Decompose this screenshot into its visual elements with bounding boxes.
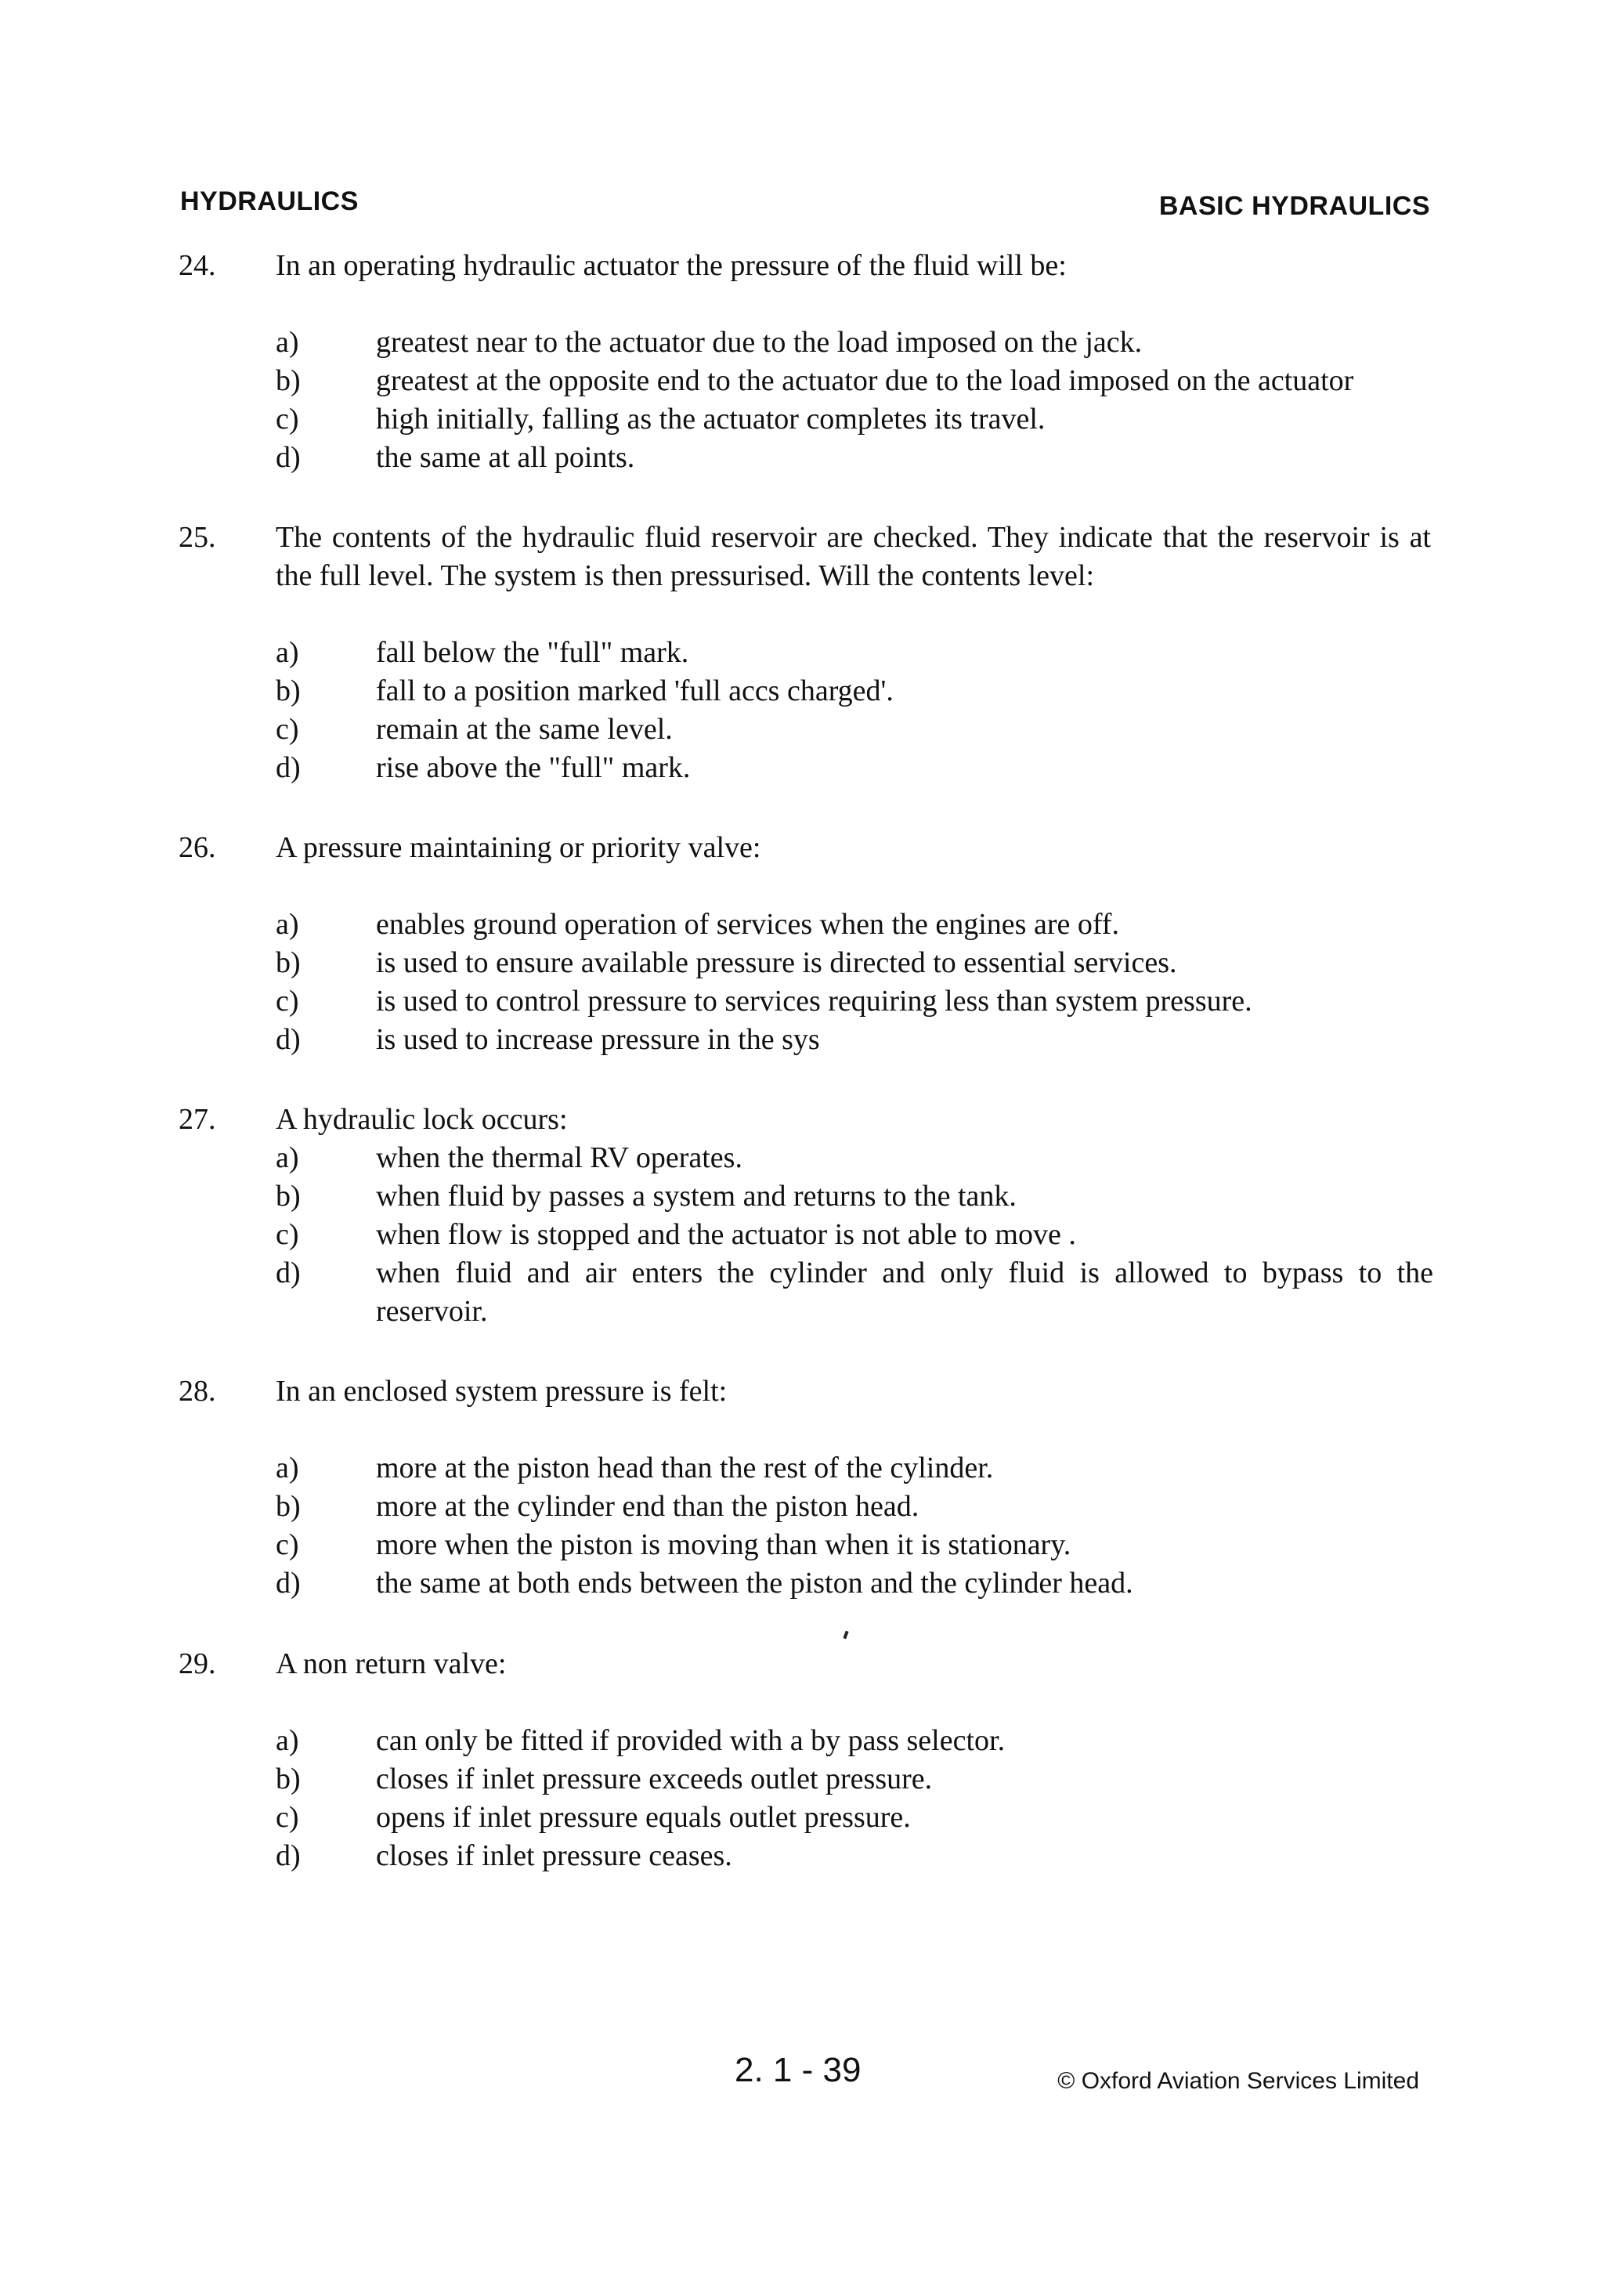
option-letter: b) <box>276 1180 301 1213</box>
option-letter: c) <box>276 1801 299 1834</box>
answer-option <box>0 944 1604 982</box>
option-text: greatest at the opposite end to the actuator due to the load imposed on the actuator <box>376 364 1354 397</box>
answer-option <box>0 324 1604 362</box>
option-letter: c) <box>276 1528 299 1561</box>
option-letter: a) <box>276 1724 299 1757</box>
option-text: can only be fitted if provided with a by pass selector. <box>376 1724 1006 1757</box>
answer-option <box>0 1254 1604 1331</box>
answer-option <box>0 362 1604 400</box>
option-text: when flow is stopped and the actuator is not able to move . <box>376 1218 1076 1251</box>
question-stem: A pressure maintaining or priority valve: <box>276 831 761 864</box>
answer-option <box>0 1722 1604 1760</box>
answer-option <box>0 400 1604 439</box>
option-letter: a) <box>276 326 299 359</box>
option-letter: c) <box>276 713 299 746</box>
question-number: 28. <box>179 1375 216 1408</box>
answer-option <box>0 1021 1604 1059</box>
question-stem: The contents of the hydraulic fluid reservoir are checked. They indicate that the reservoir is at the full level. The system is then pressurised. Will the contents level: <box>276 521 1431 592</box>
question-27 <box>0 1101 1604 1331</box>
scan-speck <box>843 1631 848 1640</box>
option-text: greatest near to the actuator due to the load imposed on the jack. <box>376 326 1143 359</box>
option-text: rise above the "full" mark. <box>376 751 691 784</box>
option-letter: b) <box>276 1490 301 1523</box>
answer-option <box>0 906 1604 944</box>
question-28 <box>0 1372 1604 1603</box>
option-text: enables ground operation of services when the engines are off. <box>376 908 1119 941</box>
question-29 <box>0 1645 1604 1875</box>
question-number: 27. <box>179 1103 216 1136</box>
question-number: 29. <box>179 1647 216 1680</box>
question-number: 26. <box>179 831 216 864</box>
option-text: opens if inlet pressure equals outlet pressure. <box>376 1801 911 1834</box>
option-letter: c) <box>276 403 299 436</box>
option-letter: b) <box>276 946 301 979</box>
option-letter: a) <box>276 1452 299 1484</box>
option-text: closes if inlet pressure ceases. <box>376 1839 732 1872</box>
answer-option <box>0 710 1604 749</box>
question-25 <box>0 519 1604 787</box>
question-stem: In an enclosed system pressure is felt: <box>276 1375 728 1408</box>
answer-option <box>0 1449 1604 1488</box>
option-letter: a) <box>276 636 299 669</box>
option-text: is used to increase pressure in the sys <box>376 1023 820 1056</box>
option-letter: a) <box>276 1141 299 1174</box>
question-number: 25. <box>179 521 216 554</box>
question-stem: In an operating hydraulic actuator the pressure of the fluid will be: <box>276 249 1067 282</box>
answer-option <box>0 634 1604 672</box>
answer-option <box>0 1139 1604 1177</box>
option-text: more at the cylinder end than the piston head. <box>376 1490 919 1523</box>
option-text: is used to ensure available pressure is directed to essential services. <box>376 946 1177 979</box>
answer-option <box>0 1837 1604 1875</box>
option-letter: d) <box>276 441 301 474</box>
question-24 <box>0 247 1604 477</box>
option-letter: d) <box>276 751 301 784</box>
option-letter: d) <box>276 1023 301 1056</box>
option-letter: b) <box>276 1763 301 1795</box>
question-number: 24. <box>179 249 216 282</box>
header-section: BASIC HYDRAULICS <box>1158 191 1430 221</box>
option-letter: c) <box>276 985 299 1018</box>
option-letter: c) <box>276 1218 299 1251</box>
answer-option <box>0 1216 1604 1254</box>
option-letter: b) <box>276 364 301 397</box>
copyright-notice: © Oxford Aviation Services Limited <box>1057 2068 1419 2094</box>
option-text: the same at both ends between the piston and the cylinder head. <box>376 1567 1133 1600</box>
option-text: when the thermal RV operates. <box>376 1141 742 1174</box>
option-text: remain at the same level. <box>376 713 673 746</box>
question-stem: A non return valve: <box>276 1647 507 1680</box>
option-text: closes if inlet pressure exceeds outlet pressure. <box>376 1763 933 1795</box>
option-text: fall below the "full" mark. <box>376 636 689 669</box>
option-text: high initially, falling as the actuator completes its travel. <box>376 403 1046 436</box>
option-letter: a) <box>276 908 299 941</box>
answer-option <box>0 439 1604 477</box>
option-text: the same at all points. <box>376 441 635 474</box>
option-text: more at the piston head than the rest of the cylinder. <box>376 1452 994 1484</box>
answer-option <box>0 749 1604 787</box>
option-letter: d) <box>276 1256 301 1289</box>
answer-option <box>0 982 1604 1021</box>
page-number: 2. 1 - 39 <box>735 2051 862 2089</box>
answer-option <box>0 1799 1604 1837</box>
option-letter: d) <box>276 1839 301 1872</box>
answer-option <box>0 1177 1604 1216</box>
option-text: more when the piston is moving than when it is stationary. <box>376 1528 1071 1561</box>
answer-option <box>0 672 1604 710</box>
question-stem: A hydraulic lock occurs: <box>276 1103 568 1136</box>
answer-option <box>0 1564 1604 1603</box>
question-26 <box>0 829 1604 1059</box>
option-text: when fluid by passes a system and returns to the tank. <box>376 1180 1017 1213</box>
header-chapter: HYDRAULICS <box>180 186 359 216</box>
answer-option <box>0 1488 1604 1526</box>
answer-option <box>0 1760 1604 1799</box>
option-text: is used to control pressure to services requiring less than system pressure. <box>376 985 1252 1018</box>
option-letter: b) <box>276 674 301 707</box>
answer-option <box>0 1526 1604 1564</box>
option-text: fall to a position marked 'full accs charged'. <box>376 674 894 707</box>
option-letter: d) <box>276 1567 301 1600</box>
option-text: when fluid and air enters the cylinder and only fluid is allowed to bypass to the reservoir. <box>376 1256 1433 1328</box>
